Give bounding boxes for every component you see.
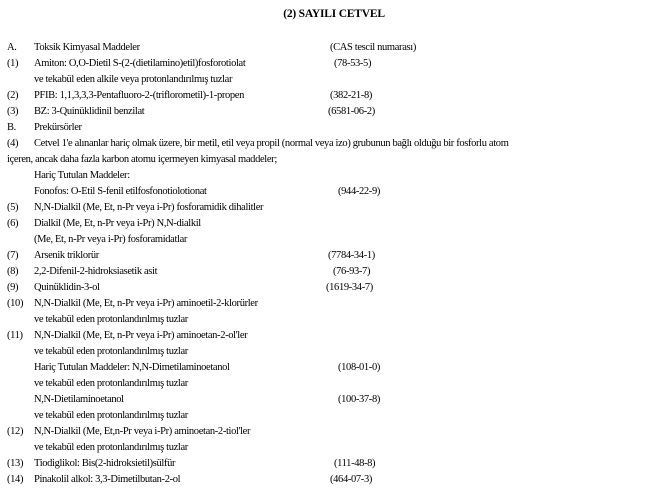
item-text: ve tekabül eden alkile veya protonlandırılmış tuzlar [34,74,233,85]
item-number: (6) [7,218,19,229]
item-text: Dialkil (Me, Et, n-Pr veya i-Pr) N,N-dialkil [34,218,201,229]
item-text: Quinüklidin-3-ol [34,282,100,293]
item-text: ve tekabül eden protonlandırılmış tuzlar [34,442,188,453]
item-text: ve tekabül eden protonlandırılmış tuzlar [34,346,188,357]
item-number: (2) [7,90,19,101]
item-text: Cetvel 1'e alınanlar hariç olmak üzere, bir metil, etil veya propil (normal veya izo) grubunun bağlı olduğu bir fosforlu atom [34,138,509,149]
item-text: N,N-Dialkil (Me, Et, n-Pr veya i-Pr) aminoetil-2-klorürler [34,298,258,309]
item-number: (12) [7,426,24,437]
item-text: PFIB: 1,1,3,3,3-Pentafluoro-2-(triflorometil)-1-propen [34,90,245,101]
item-text: içeren, ancak daha fazla karbon atomu içermeyen kimyasal maddeler; [7,154,277,165]
item-number: (5) [7,202,19,213]
item-text: Prekürsörler [34,122,82,133]
item-text: ve tekabül eden protonlandırılmış tuzlar [34,410,188,421]
item-text: N,N-Dialkil (Me, Et, n-Pr veya i-Pr) aminoetan-2-ol'ler [34,330,248,341]
item-text: Hariç Tutulan Maddeler: N,N-Dimetilaminoetanol [34,362,230,373]
item-text: Toksik Kimyasal Maddeler [34,42,140,53]
item-text: Arsenik triklorür [34,250,99,261]
cas-number: (76-93-7) [333,266,371,277]
item-text: 2,2-Difenil-2-hidroksiasetik asit [34,266,158,277]
item-text: N,N-Dialkil (Me, Et,n-Pr veya i-Pr) aminoetan-2-tiol'ler [34,426,251,437]
item-text: BZ: 3-Quinüklidinil benzilat [34,106,145,117]
item-text: Tiodiglikol: Bis(2-hidroksietil)sülfür [34,458,176,469]
cas-number: (100-37-8) [338,394,380,405]
item-number: (11) [7,330,23,341]
cas-number: (108-01-0) [338,362,380,373]
item-text: Pinakolil alkol: 3,3-Dimetilbutan-2-ol [34,474,181,485]
item-number: (14) [7,474,24,485]
item-text: ve tekabül eden protonlandırılmış tuzlar [34,378,188,389]
cas-number: (1619-34-7) [326,282,373,293]
item-number: (13) [7,458,24,469]
cas-number: (944-22-9) [338,186,380,197]
item-text: N,N-Dietilaminoetanol [34,394,124,405]
item-text: N,N-Dialkil (Me, Et, n-Pr veya i-Pr) fosforamidik dihalitler [34,202,264,213]
item-number: (4) [7,138,19,149]
cas-number: (6581-06-2) [328,106,375,117]
item-text: Fonofos: O-Etil S-fenil etilfosfonotiolotionat [34,186,207,197]
item-number: (1) [7,58,19,69]
item-text: ve tekabül eden protonlandırılmış tuzlar [34,314,188,325]
item-number: (8) [7,266,19,277]
item-text: Amiton: O,O-Dietil S-(2-(dietilamino)etil)fosforotiolat [34,58,246,69]
item-number: B. [7,122,16,133]
cas-number: (78-53-5) [334,58,372,69]
cas-number: (111-48-8) [334,458,376,469]
cas-number: (464-07-3) [330,474,372,485]
item-number: (7) [7,250,19,261]
cas-number: (CAS tescil numarası) [330,42,416,53]
item-text: (Me, Et, n-Pr veya i-Pr) fosforamidatlar [34,234,188,245]
item-number: (9) [7,282,19,293]
item-number: A. [7,42,17,53]
cas-number: (382-21-8) [330,90,372,101]
cas-number: (7784-34-1) [328,250,375,261]
item-number: (3) [7,106,19,117]
item-number: (10) [7,298,24,309]
item-text: Hariç Tutulan Maddeler: [34,170,130,181]
document-title: (2) SAYILI CETVEL [283,8,385,20]
